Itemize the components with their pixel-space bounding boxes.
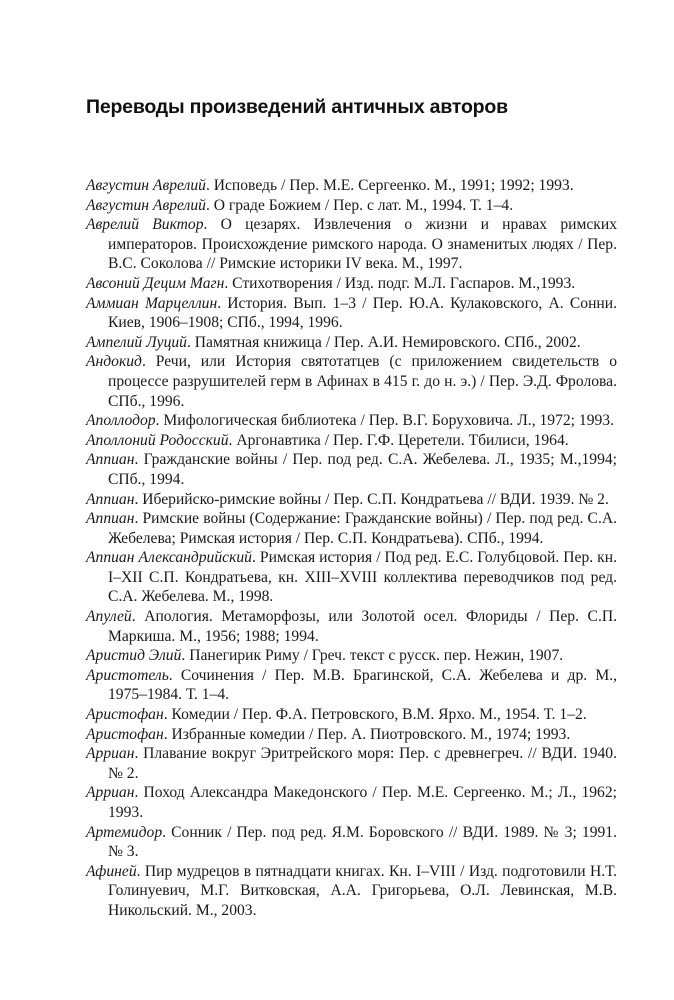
- bibliography-entry: [86, 607, 617, 646]
- entry-author: Аппиан: [86, 451, 135, 469]
- entry-text: . Гражданские войны / Пер. под ред. С.А. Жебелева. Л., 1935; М.,1994; СПб., 1994.: [108, 451, 617, 488]
- bibliography-entry: [86, 274, 617, 294]
- section-heading: Переводы произведений античных авторов: [86, 96, 508, 118]
- bibliography-entry: [86, 176, 617, 196]
- entry-author: Августин Аврелий: [86, 177, 206, 194]
- bibliography-entry: [86, 725, 617, 745]
- entry-text: . Панегирик Риму / Греч. текст с русск. пер. Нежин, 1907.: [181, 647, 564, 665]
- entry-author: Артемидор: [86, 823, 163, 841]
- bibliography-entry: [86, 509, 617, 548]
- entry-text: . История. Вып. 1–3 / Пер. Ю.А. Кулаковского, А. Сонни. Киев, 1906–1908; СПб., 1994, 1996.: [108, 294, 617, 332]
- entry-author: Аврелий Виктор: [86, 216, 204, 234]
- bibliography-entry: [86, 196, 617, 216]
- entry-author: Афиней: [86, 862, 137, 880]
- entry-text: . О цезарях. Извлечения о жизни и нравах римских императоров. Происхождение римского народа. О знаменитых людях / Пер. В.С. Соколова // Римские историки IV века. М., 1997.: [108, 216, 617, 273]
- bibliography-list: [86, 176, 617, 921]
- entry-author: Арриан: [86, 745, 135, 763]
- entry-text: . Мифологическая библиотека / Пер. В.Г. Боруховича. Л., 1972; 1993.: [155, 412, 615, 430]
- entry-author: Авсоний Децим Магн: [86, 274, 225, 292]
- entry-text: . Сонник / Пер. под ред. Я.М. Боровского // ВДИ. 1989. № 3; 1991. № 3.: [108, 823, 617, 861]
- bibliography-entry: [86, 215, 617, 274]
- entry-author: Аристид Элий: [86, 647, 182, 665]
- entry-text: . Речи, или История святотатцев (с приложением свидетельств о процессе разрушителей герм в Афинах в 415 г. до н. э.) / Пер. Э.Д. Фролова. СПб., 1996.: [108, 353, 617, 410]
- bibliography-entry: [86, 823, 617, 862]
- bibliography-entry: [86, 783, 617, 822]
- bibliography-entry: [86, 646, 617, 666]
- bibliography-entry: [86, 431, 617, 451]
- entry-author: Апулей: [86, 608, 132, 626]
- bibliography-entry: [86, 490, 617, 510]
- entry-text: . Римская история / Под ред. Е.С. Голубцовой. Пер. кн. I–XII С.П. Кондратьева, кн. XIII–XVIII коллектива переводчиков под ред. С.А. Жебелева. М., 1998.: [108, 549, 617, 606]
- entry-text: . Римские войны (Содержание: Гражданские войны) / Пер. под ред. С.А. Жебелева; Римская история / Пер. С.П. Кондратьева). СПб., 1994.: [108, 510, 617, 547]
- entry-author: Ампелий Луций: [86, 333, 187, 351]
- entry-text: . Избранные комедии / Пер. А. Пиотровского. М., 1974; 1993.: [163, 725, 571, 743]
- entry-text: . Поход Александра Македонского / Пер. М.Е. Сергеенко. М.; Л., 1962; 1993.: [108, 784, 617, 821]
- entry-author: Аппиан: [86, 490, 135, 508]
- entry-text: . Аргонавтика / Пер. Г.Ф. Церетели. Тбилиси, 1964.: [228, 431, 569, 449]
- bibliography-entry: [86, 352, 617, 411]
- entry-author: Аполлоний Родосский: [86, 431, 229, 449]
- bibliography-entry: [86, 333, 617, 353]
- bibliography-entry: [86, 862, 617, 921]
- bibliography-entry: [86, 548, 617, 607]
- bibliography-entry: [86, 450, 617, 489]
- entry-author: Аристотель: [86, 666, 169, 684]
- entry-author: Арриан: [86, 784, 135, 802]
- entry-author: Аммиан Марцеллин: [86, 294, 218, 312]
- entry-text: . Пир мудрецов в пятнадцати книгах. Кн. I–VIII / Изд. подготовили Н.Т. Голинуевич, М.Г. Витковская, А.А. Григорьева, О.Л. Левинская, М.В. Никольский. М., 2003.: [108, 862, 617, 919]
- entry-text: . Апология. Метаморфозы, или Золотой осел. Флориды / Пер. С.П. Маркиша. М., 1956; 1988; 1994.: [108, 608, 617, 645]
- bibliography-entry: [86, 411, 617, 431]
- entry-text: . Комедии / Пер. Ф.А. Петровского, В.М. Ярхо. М., 1954. Т. 1–2.: [163, 706, 587, 724]
- entry-text: . Иберийско-римские войны / Пер. С.П. Кондратьева // ВДИ. 1939. № 2.: [134, 490, 609, 508]
- bibliography-entry: [86, 705, 617, 725]
- entry-text: . Стихотворения / Изд. подг. М.Л. Гаспаров. М.,1993.: [224, 274, 576, 292]
- entry-author: Аппиан Александрийский: [86, 549, 252, 567]
- entry-text: . О граде Божием / Пер. с лат. М., 1994. Т. 1–4.: [205, 196, 514, 214]
- entry-author: Августин Аврелий: [86, 196, 206, 214]
- entry-author: Аполлодор: [86, 412, 156, 430]
- bibliography-entry: [86, 294, 617, 333]
- entry-author: Андокид: [86, 353, 142, 371]
- bibliography-entry: [86, 744, 617, 783]
- entry-author: Аристофан: [86, 706, 164, 724]
- entry-text: . Памятная книжица / Пер. А.И. Немировского. СПб., 2002.: [186, 333, 581, 351]
- entry-author: Аристофан: [86, 725, 164, 743]
- entry-text: . Плавание вокруг Эритрейского моря: Пер. с древнегреч. // ВДИ. 1940. № 2.: [108, 745, 617, 782]
- entry-text: . Сочинения / Пер. М.В. Брагинской, С.А. Жебелева и др. М., 1975–1984. Т. 1–4.: [108, 666, 617, 704]
- entry-author: Аппиан: [86, 510, 135, 528]
- bibliography-entry: [86, 666, 617, 705]
- entry-text: . Исповедь / Пер. М.Е. Сергеенко. М., 1991; 1992; 1993.: [205, 177, 574, 194]
